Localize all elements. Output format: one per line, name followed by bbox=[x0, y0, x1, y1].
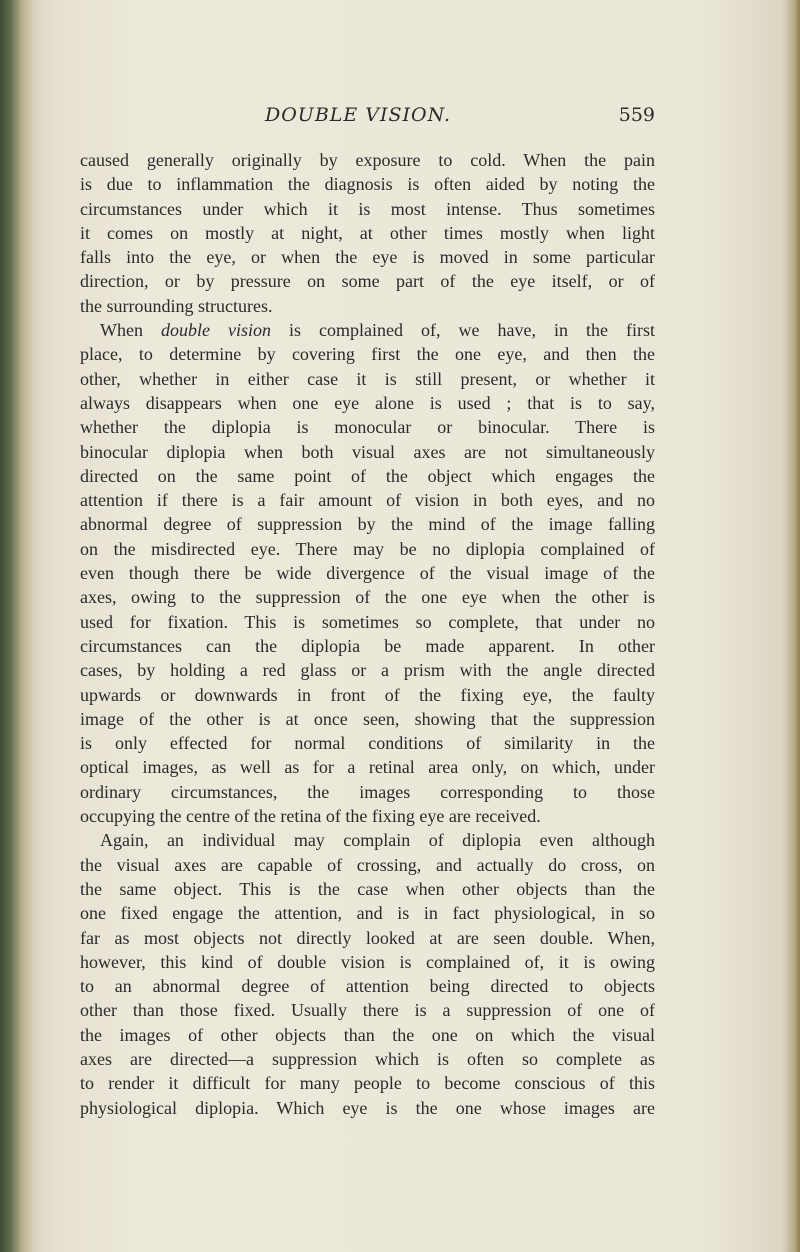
text-line: occupying the centre of the retina of the fixing eye are received. bbox=[80, 806, 541, 827]
text-line: however, this kind of double vision is complained of, it is owing bbox=[80, 951, 655, 972]
text-line: circumstances under which it is most intense. Thus sometimes bbox=[80, 198, 655, 219]
text-line: caused generally originally by exposure to cold. When the pain bbox=[80, 150, 655, 170]
text-line: the surrounding structures. bbox=[80, 295, 273, 316]
page-header bbox=[80, 104, 655, 134]
text-run: When bbox=[100, 320, 161, 341]
text-line: is only effected for normal conditions of similarity in the bbox=[80, 733, 655, 754]
text-line: Again, an individual may complain of diplopia even although bbox=[100, 830, 655, 851]
page-number: 559 bbox=[618, 104, 655, 126]
text-line: used for fixation. This is sometimes so complete, that under no bbox=[80, 611, 655, 632]
text-line: on the misdirected eye. There may be no diplopia complained of bbox=[80, 538, 655, 559]
running-head: DOUBLE VISION. bbox=[265, 104, 452, 126]
body-text bbox=[80, 148, 655, 1120]
text-line: place, to determine by covering first the one eye, and then the bbox=[80, 344, 655, 365]
text-line: ordinary circumstances, the images corresponding to those bbox=[80, 781, 655, 802]
text-line: axes, owing to the suppression of the one eye when the other is bbox=[80, 587, 655, 608]
text-line: other, whether in either case it is still present, or whether it bbox=[80, 368, 655, 389]
text-line: direction, or by pressure on some part of the eye itself, or of bbox=[80, 271, 655, 292]
text-line: always disappears when one eye alone is used ; that is to say, bbox=[80, 392, 655, 413]
text-run: is complained of, we have, in the first bbox=[271, 320, 655, 341]
text-line: falls into the eye, or when the eye is moved in some particular bbox=[80, 247, 655, 268]
text-line: it comes on mostly at night, at other times mostly when light bbox=[80, 222, 655, 243]
emphasized-term: double vision bbox=[161, 320, 271, 341]
text-line: image of the other is at once seen, showing that the suppression bbox=[80, 708, 655, 729]
text-line: whether the diplopia is monocular or binocular. There is bbox=[80, 417, 655, 438]
text-line: the visual axes are capable of crossing, and actually do cross, on bbox=[80, 854, 655, 875]
text-line: other than those fixed. Usually there is a suppression of one of bbox=[80, 1000, 655, 1021]
text-line: to an abnormal degree of attention being directed to objects bbox=[80, 976, 655, 997]
text-line: attention if there is a fair amount of vision in both eyes, and no bbox=[80, 490, 655, 511]
text-line: circumstances can the diplopia be made apparent. In other bbox=[80, 635, 655, 656]
text-line: optical images, as well as for a retinal area only, on which, under bbox=[80, 757, 655, 778]
text-line: even though there be wide divergence of the visual image of the bbox=[80, 563, 655, 584]
text-line: far as most objects not directly looked at are seen double. When, bbox=[80, 927, 655, 948]
text-line: one fixed engage the attention, and is in fact physiological, in so bbox=[80, 903, 655, 924]
text-line: axes are directed—a suppression which is often so complete as bbox=[80, 1048, 655, 1069]
text-line: to render it difficult for many people to become conscious of this bbox=[80, 1073, 655, 1094]
text-line: cases, by holding a red glass or a prism with the angle directed bbox=[80, 660, 655, 681]
text-line bbox=[80, 318, 655, 342]
text-line: directed on the same point of the object which engages the bbox=[80, 465, 655, 486]
text-line: the same object. This is the case when other objects than the bbox=[80, 878, 655, 899]
text-line: binocular diplopia when both visual axes are not simultaneously bbox=[80, 441, 655, 462]
binding-edge bbox=[0, 0, 48, 1252]
text-line: abnormal degree of suppression by the mind of the image falling bbox=[80, 514, 655, 535]
text-line: upwards or downwards in front of the fixing eye, the faulty bbox=[80, 684, 655, 705]
page-edge bbox=[786, 0, 800, 1252]
text-line: physiological diplopia. Which eye is the one whose images are bbox=[80, 1097, 655, 1118]
text-line: is due to inflammation the diagnosis is often aided by noting the bbox=[80, 174, 655, 195]
text-line: the images of other objects than the one on which the visual bbox=[80, 1024, 655, 1045]
